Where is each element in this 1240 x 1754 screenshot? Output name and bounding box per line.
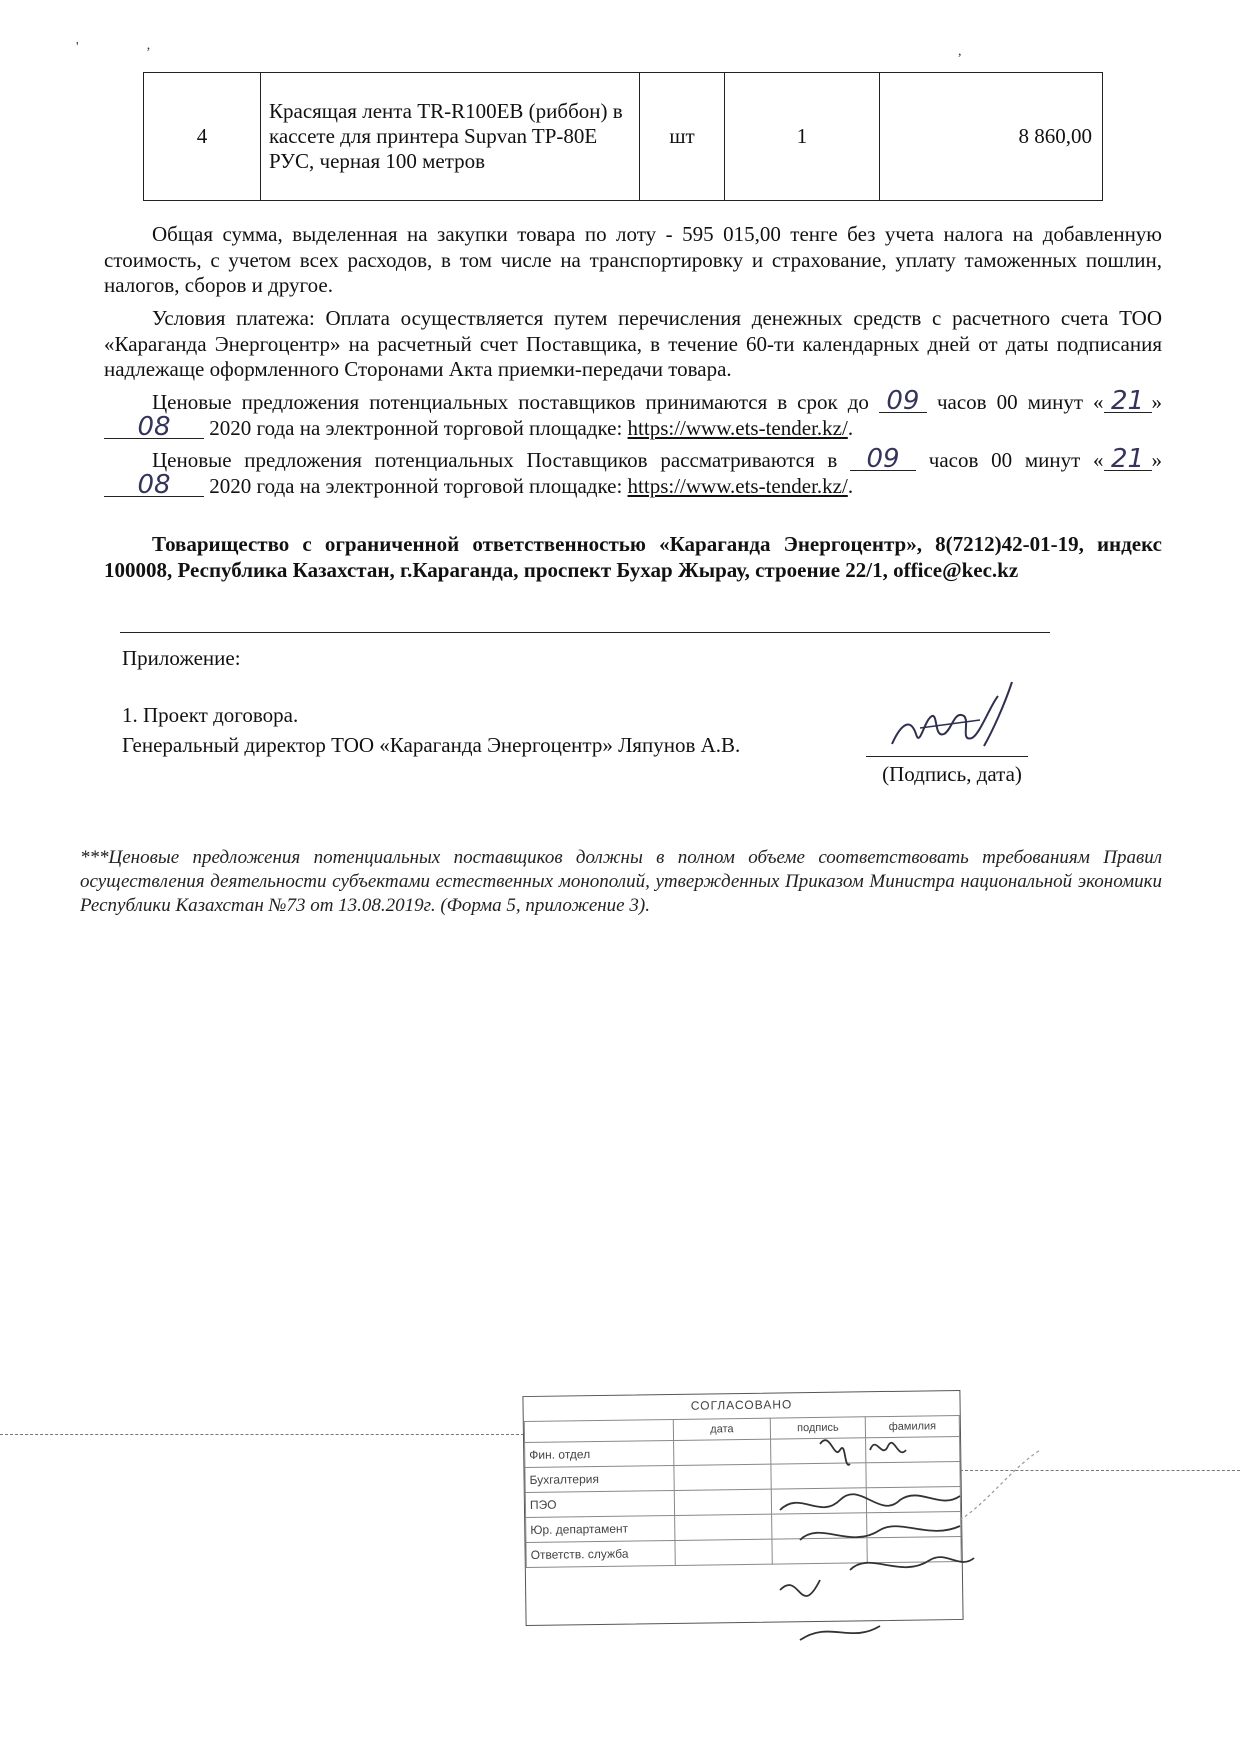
- table-row: [144, 73, 1103, 201]
- appendix-item: 1. Проект договора.: [122, 703, 299, 727]
- stamp-row-label: ПЭО: [525, 1490, 674, 1517]
- stamp-row-label: Фин. отдел: [525, 1440, 674, 1467]
- items-table: [143, 72, 1103, 201]
- company-details: Товарищество с ограниченной ответственностью «Караганда Энергоцентр», 8(7212)42-01-19, индекс 100008, Республика Казахстан, г.Караганда, проспект Бухар Жырау, строение 22/1, office@kec.kz: [104, 532, 1162, 582]
- stamp-row-label: Юр. департамент: [526, 1515, 675, 1542]
- acceptance-text: Ценовые предложения потенциальных поставщиков принимаются в срок до: [152, 390, 869, 414]
- acceptance-hour: 09: [879, 390, 927, 413]
- total-amount-paragraph: Общая сумма, выделенная на закупки товара по лоту - 595 015,00 тенге без учета налога на добавленную стоимость, с учетом всех расходов, в том числе на транспортировку и страхование, уплату таможенных пошлин, налогов, сборов и другое.: [104, 222, 1162, 297]
- director-line: Генеральный директор ТОО «Караганда Энергоцентр» Ляпунов А.В.: [122, 733, 741, 757]
- acceptance-paragraph: [104, 386, 1163, 442]
- divider-line: [120, 632, 1050, 633]
- review-paragraph: [104, 444, 1163, 500]
- acceptance-text: .: [847, 415, 854, 440]
- review-text: .: [847, 473, 854, 498]
- scan-speck: ‚: [146, 38, 151, 53]
- stamp-row-label: Бухгалтерия: [525, 1465, 674, 1492]
- payment-terms-paragraph: Условия платежа: Оплата осуществляется путем перечисления денежных средств с расчетного счета ТОО «Караганда Энергоцентр» на расчетный счет Поставщика, в течение 60-ти календарных дней от даты подписания надлежаще оформленного Сторонами Акта приемки-передачи товара.: [104, 306, 1162, 381]
- acceptance-text: 2020 года на электронной торговой площадке:: [209, 415, 623, 440]
- review-text: 2020 года на электронной торговой площадке:: [209, 473, 623, 498]
- stamp-header-surname: фамилия: [865, 1415, 959, 1437]
- row-unit: шт: [640, 73, 725, 201]
- appendix-title: Приложение:: [122, 646, 241, 670]
- row-sum: 8 860,00: [880, 73, 1103, 201]
- director-signature: [880, 676, 1030, 758]
- acceptance-day: 21: [1104, 390, 1152, 413]
- footnote: ***Ценовые предложения потенциальных поставщиков должны в полном объеме соответствовать требованиям Правил осуществления деятельности субъектами естественных монополий, утвержденных Приказом Министра национальной экономики Республики Казахстан №73 от 13.08.2019г. (Форма 5, приложение 3).: [80, 847, 1162, 916]
- approval-signatures: [760, 1420, 1100, 1660]
- review-month: 08: [104, 474, 204, 497]
- stamp-title: СОГЛАСОВАНО: [690, 1397, 793, 1413]
- stamp-header-date: дата: [673, 1418, 770, 1440]
- review-day: 21: [1104, 448, 1152, 471]
- row-quantity: 1: [725, 73, 880, 201]
- acceptance-text: »: [1151, 390, 1163, 414]
- signature-caption: (Подпись, дата): [882, 762, 1022, 786]
- stamp-row-label: Ответств. служба: [526, 1540, 675, 1567]
- scan-speck: ,: [958, 44, 962, 59]
- review-text: Ценовые предложения потенциальных Поставщиков рассматриваются в: [152, 448, 838, 472]
- scan-speck: ': [76, 40, 79, 55]
- dashed-line: [0, 1434, 524, 1435]
- stamp-header: [524, 1419, 673, 1442]
- acceptance-link[interactable]: https://www.ets-tender.kz/: [627, 415, 848, 440]
- acceptance-month: 08: [104, 416, 204, 439]
- row-item-name: Красящая лента TR-R100EB (риббон) в кассете для принтера Supvan TP-80E РУС, черная 100 метров: [261, 73, 640, 201]
- stamp-header-signature: подпись: [770, 1417, 865, 1439]
- acceptance-text: часов 00 минут «: [936, 390, 1104, 414]
- review-link[interactable]: https://www.ets-tender.kz/: [627, 473, 848, 498]
- review-text: »: [1151, 448, 1163, 472]
- review-text: часов 00 минут «: [928, 448, 1104, 472]
- row-number: 4: [144, 73, 261, 201]
- review-hour: 09: [850, 448, 916, 471]
